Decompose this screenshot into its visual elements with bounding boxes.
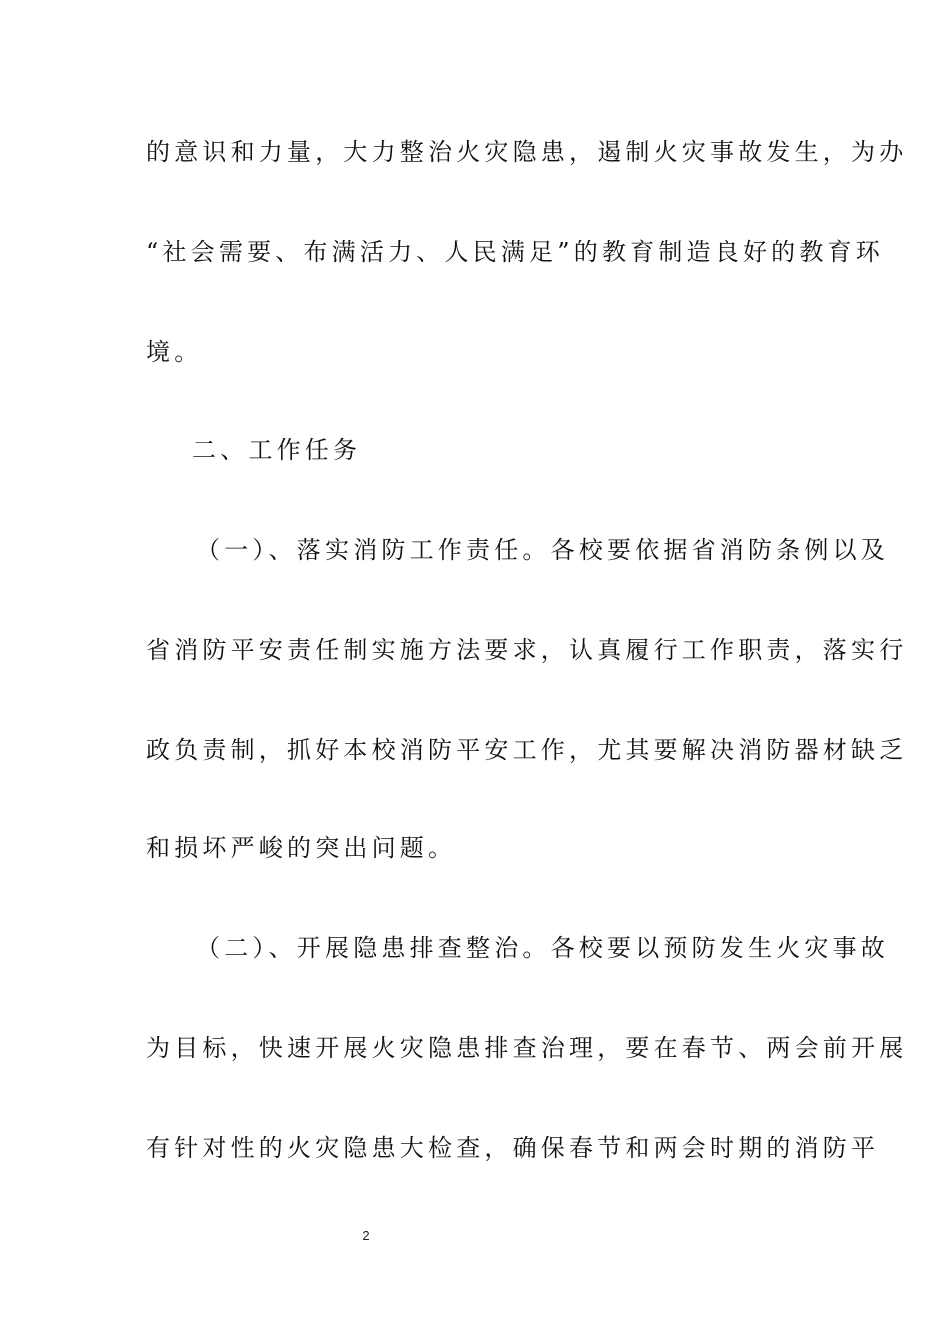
body-text-line: 的意识和力量，大力整治火灾隐患，遏制火灾事故发生，为办 — [146, 138, 908, 166]
body-text-line: “社会需要、布满活力、人民满足”的教育制造良好的教育环 — [146, 238, 884, 266]
body-text-line: 省消防平安责任制实施方法要求，认真履行工作职责，落实行 — [146, 636, 908, 664]
body-text-line: （一）、落实消防工作责任。各校要依据省消防条例以及 — [196, 536, 889, 564]
body-text-line: 有针对性的火灾隐患大检查，确保春节和两会时期的消防平 — [146, 1134, 880, 1162]
page-number: 2 — [362, 1228, 370, 1243]
body-text-line: 境。 — [146, 338, 203, 366]
section-heading: 二、工作任务 — [192, 436, 362, 464]
body-text-line: 为目标，快速开展火灾隐患排查治理，要在春节、两会前开展 — [146, 1034, 908, 1062]
body-text-line: 政负责制，抓好本校消防平安工作，尤其要解决消防器材缺乏 — [146, 736, 908, 764]
body-text-line: （二）、开展隐患排查整治。各校要以预防发生火灾事故 — [196, 934, 889, 962]
body-text-line: 和损坏严峻的突出问题。 — [146, 834, 457, 862]
